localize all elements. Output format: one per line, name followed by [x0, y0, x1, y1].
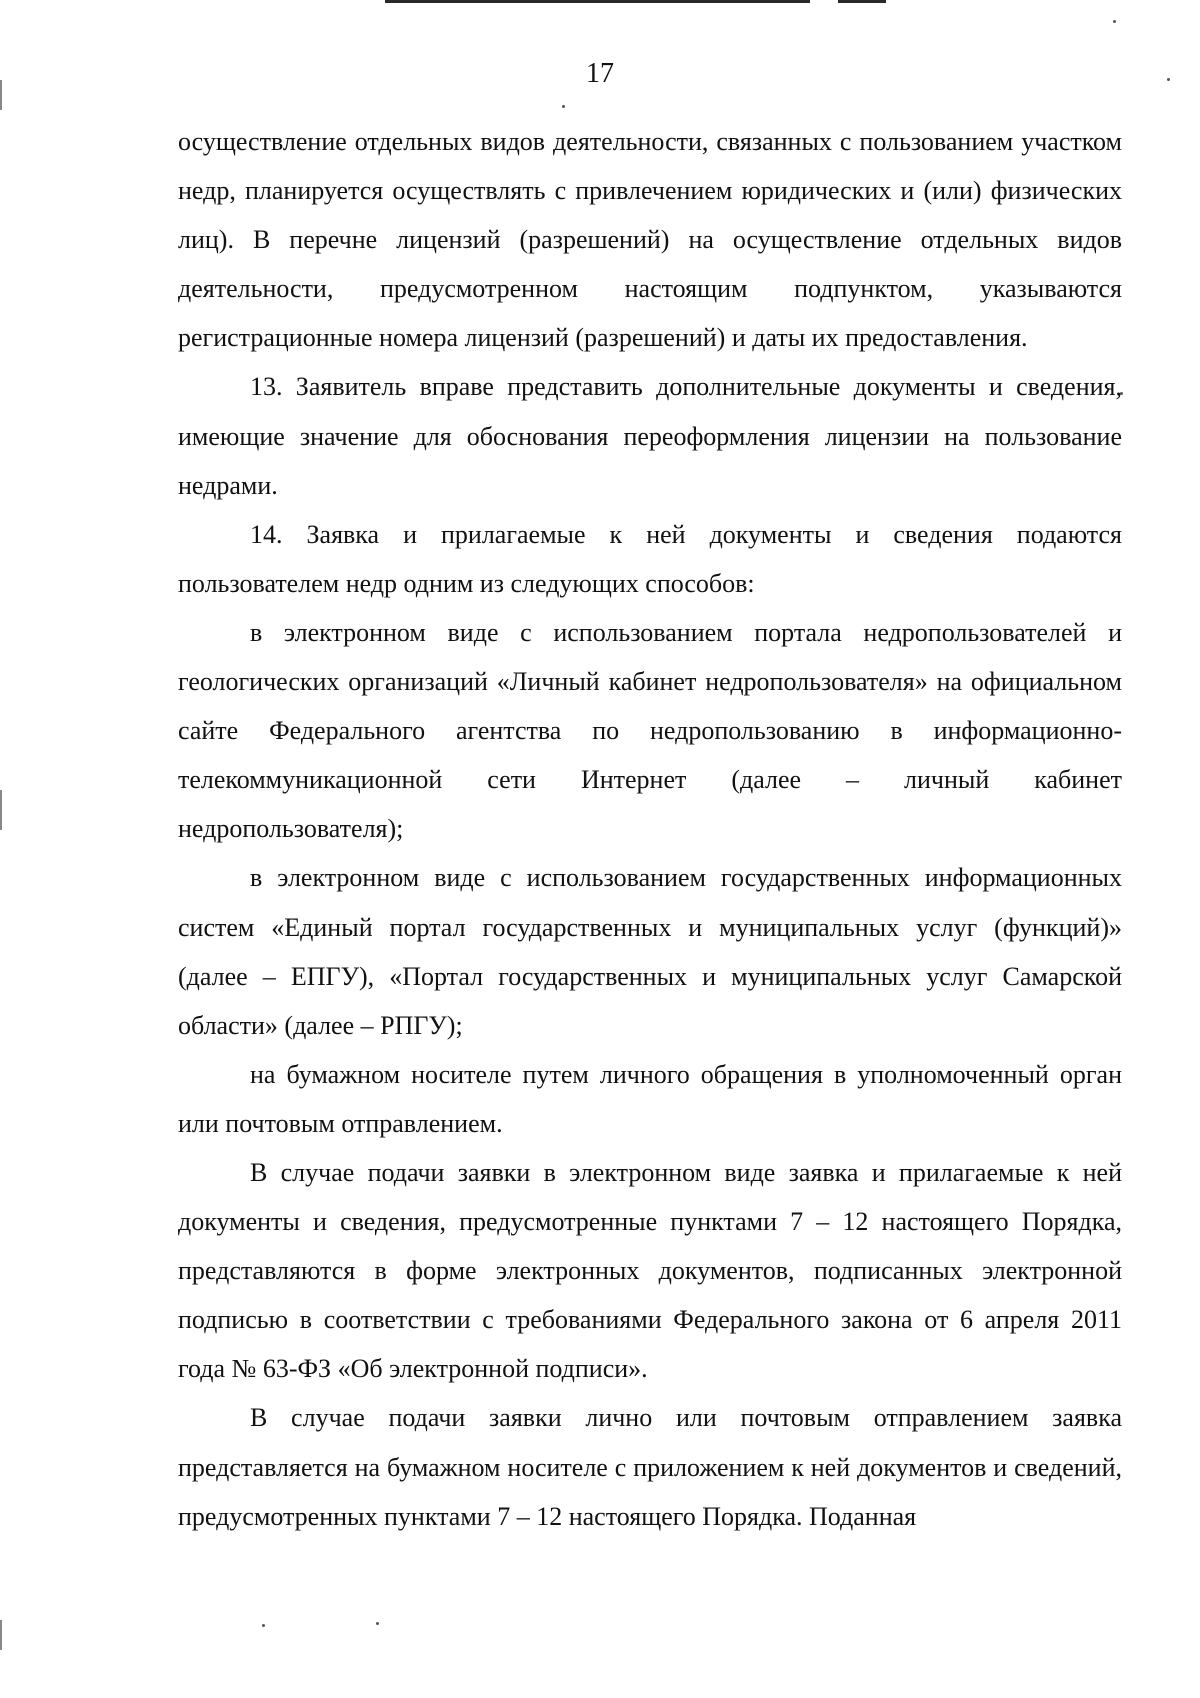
left-edge-mark: [0, 80, 2, 110]
top-edge-rule: [385, 0, 810, 3]
paragraph-electronic-submission: В случае подачи заявки в электронном виде заявка и прилагаемые к ней документы и сведения, предусмотренные пунктами 7 – 12 настоящего Порядка, представляются в форме электронных документов, подписанных электронной подписью в соответствии с требованиями Федерального закона от 6 апреля 2011 года № 63-ФЗ «Об электронной подписи».: [178, 1157, 1122, 1384]
paragraph-submission-way-1: в электронном виде с использованием портала недропользователей и геологических организаций «Личный кабинет недропользователя» на официальном сайте Федерального агентства по недропользованию в информационно-телекоммуникационной сети Интернет (далее – личный кабинет недропользователя);: [178, 617, 1122, 844]
paragraph-item-13: 13. Заявитель вправе представить дополнительные документы и сведения, имеющие значение для обоснования переоформления лицензии на пользование недрами.: [178, 372, 1122, 500]
left-edge-mark: [0, 1620, 2, 1650]
scan-speck: [262, 1624, 265, 1627]
paragraph-item-14: 14. Заявка и прилагаемые к ней документы и сведения подаются пользователем недр одним из следующих способов:: [178, 519, 1122, 598]
paragraph-submission-way-3: на бумажном носителе путем личного обращения в уполномоченный орган или почтовым отправлением.: [178, 1059, 1122, 1138]
scan-speck: [1113, 20, 1116, 23]
paragraph-continuation: осуществление отдельных видов деятельности, связанных с пользованием участком недр, планируется осуществлять с привлечением юридических и (или) физических лиц). В перечне лицензий (разрешений) на осуществление отдельных видов деятельности, предусмотренном настоящим подпунктом, указываются регистрационные номера лицензий (разрешений) и даты их предоставления.: [178, 127, 1122, 353]
paragraph-paper-submission: В случае подачи заявки лично или почтовым отправлением заявка представляется на бумажном носителе с приложением к ней документов и сведений, предусмотренных пунктами 7 – 12 настоящего Порядка. Поданная: [178, 1403, 1122, 1531]
page-number: 17: [586, 58, 614, 89]
scan-speck: [562, 105, 565, 108]
document-body: [178, 117, 1122, 1541]
paragraph-submission-way-2: в электронном виде с использованием государственных информационных систем «Единый портал государственных и муниципальных услуг (функций)» (далее – ЕПГУ), «Портал государственных и муниципальных услуг Самарской области» (далее – РПГУ);: [178, 863, 1122, 1040]
left-edge-mark: [0, 790, 2, 830]
top-edge-rule-short: [838, 0, 886, 3]
scan-speck: [376, 1622, 379, 1625]
scan-speck: [1167, 78, 1170, 81]
